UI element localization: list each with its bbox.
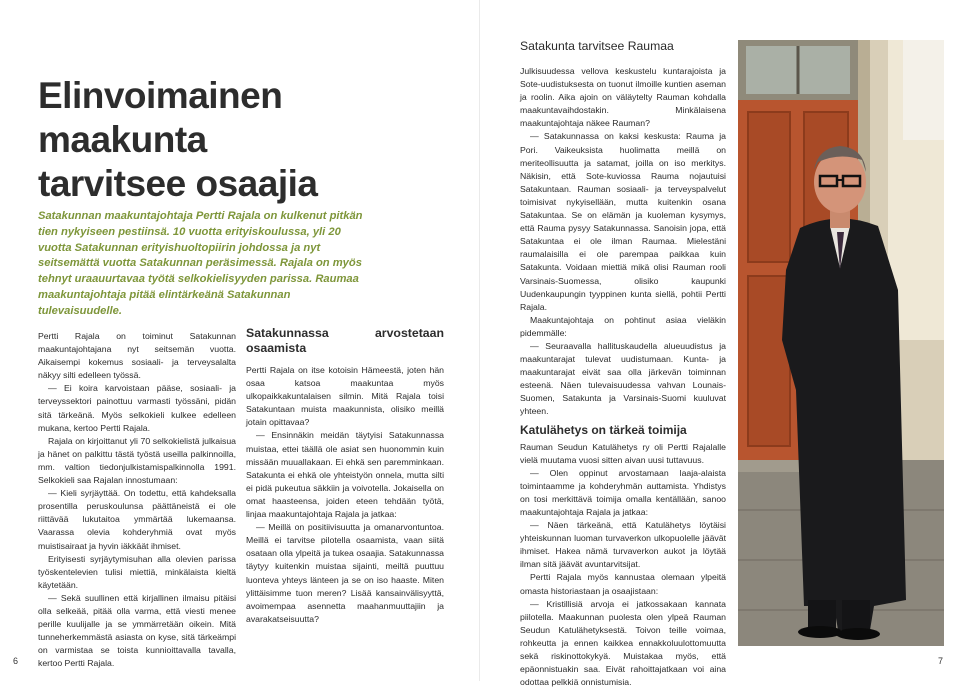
paragraph: — Meillä on positiivisuutta ja omanarvontuntoa. Meillä ei tarvitse pilotella osaamista, vaan siitä osataan olla ylpeitä ja tukea osaajia. Satakunnassa täytyy kuitenkin muistaa sijainti, meiltä puuttuu luonteva yhteys länteen ja se on iso haaste. Miten ylittäisimme tuon meren? Lisää kansainvälisyyttä, avoimempaa asennetta maahanmuuttajiin ja avarakatseisuutta? xyxy=(246,522,444,624)
text-column-2 xyxy=(246,326,444,626)
paragraph: — Näen tärkeänä, että Katulähetys löytäisi yhteiskunnan luoman turvaverkon ulkopuolelle jäävät ihmiset. Hakea nämä turvaverkon aukot ja löytää ilman sitä jäävät avuntarvitsijat. xyxy=(520,520,726,570)
paragraph: Maakuntajohtaja on pohtinut asiaa vieläkin pidemmälle: xyxy=(520,314,726,338)
paragraph: — Seuraavalla hallituskaudella alueuudistus ja maakuntarajat tulevat uudistumaan. Kunta- ja maakuntarajat eivät saa olla järkevän toiminnan esteenä. Näen tulevaisuudessa vahvan Lounais-Suomen, Satakunta ja Varsinais-Suomi kuuluvat yhteen. xyxy=(520,340,726,417)
paragraph: Erityisesti syrjäytymisuhan alla olevien parissa työskentelevien tulisi miettiä, minkälaista kieltä käytetään. xyxy=(38,553,236,590)
paragraph: — Olen oppinut arvostamaan laaja-alaista toimintaamme ja kohderyhmän auttamista. Yhdistys on tosi merkittävä toimija omalla kentällään, sanoo maakuntajohtaja Rajala ja jatkaa: xyxy=(520,467,726,517)
headline-line-2: maakunta xyxy=(38,119,207,160)
page-number: 6 xyxy=(13,656,19,666)
paragraph: Pertti Rajala on itse kotoisin Hämeestä, joten hän osaa katsoa maakuntaa myös ulkopaikkakuntalaisen silmin. Mitä Rajala toisi Satakuntaan muista maakunnista, olisiko meillä jotain opittavaa? xyxy=(246,365,444,428)
headline-line-1: Elinvoimainen xyxy=(38,75,283,116)
section-kicker: Satakunta tarvitsee Raumaa xyxy=(520,39,674,53)
article-lead: Satakunnan maakuntajohtaja Pertti Rajala on kulkenut pitkän tien nykyiseen pestiinsä. 10 vuotta erityiskoulussa, yli 20 vuotta Satakunnan erityishuoltopiirin johdossa ja nyt seitsemättä vuotta Satakunnan peräsimessä. Rajala on myös tehnyt uraauurtavaa työtä selkokielisyyden parissa. Raumaa maakuntajohtaja pitää elintärkeänä Satakunnan tulevaisuudelle. xyxy=(38,210,363,317)
page-number: 7 xyxy=(938,656,944,666)
paragraph: Pertti Rajala myös kannustaa olemaan ylpeitä omasta historiastaan ja osaajistaan: xyxy=(520,572,726,596)
section-heading: Katulähetys on tärkeä toimija xyxy=(520,422,687,437)
paragraph: — Ensinnäkin meidän täytyisi Satakunnassa muistaa, ettei täällä ole asiat sen huonommin kuin missään muuallakaan. Ei ehkä sen paremminkaan. Satakunta ei ehkä ole yhteistyön onnela, mutta silti ei pidä pukeutua säkkiin ja voivotella. Jokaisella on omat haasteensa, joiden eteen tehdään työtä, linjaa maakuntajohtaja Rajala ja jatkaa: xyxy=(246,430,444,520)
text-column-1 xyxy=(38,330,236,670)
paragraph: — Ei koira karvoistaan pääse, sosiaali- ja terveyssektori painottuu varmasti työssäni, pidän sitä tärkeänä. Myös selkokieli kulkee edelleen mukana, kertoo Pertti Rajala. xyxy=(38,383,236,433)
left-page xyxy=(0,0,480,681)
article-headline xyxy=(38,74,458,206)
paragraph: Rauman Seudun Katulähetys ry oli Pertti Rajalalle vielä muutama vuosi sitten aivan uusi tuttavuus. xyxy=(520,441,726,465)
paragraph: — Kieli syrjäyttää. On todettu, että kahdeksalla prosentilla peruskoulunsa päättäneistä ei ole riittävää lukutaitoa ymmärtää lukemaansa. Vaarassa olevia kohderyhmiä ovat myös muistisairaat ja hyvin iäkkäät ihmiset. xyxy=(38,488,236,551)
paragraph: — Kristillisiä arvoja ei jatkossakaan kannata piilotella. Maakunnan puolesta olen ylpeä Rauman Seudun Katulähetyksestä. Toivon teille voimaa, rohkeutta ja ennen kaikkea ennakkoluulottomuutta sekä riskinottokykyä. Muistakaa myös, että epäonnistuakin saa. Eivät rahoittajatkaan voi aina odottaa pelkkiä onnistumisia. xyxy=(520,598,726,688)
paragraph: — Satakunnassa on kaksi keskusta: Rauma ja Pori. Vaikeuksista huolimatta meillä on meriteollisuutta ja satamat, joilla on iso merkitys. Näkisin, että Sote-kuviossa Rauma nojautuisi Satakuntaan. Rauman sosiaali- ja terveyspalvelut toimisivat nykyisellään, mutta kuitenkin osana Satakuntaa. Se on elämän ja kuoleman kysymys, että Rauma pysyy Satakunnassa. Sanoisin jopa, että Satakuntaa ei ole ilman Raumaa. Mielestäni raumalaisilla ei ole parempaa paikkaa kuin Satakunta. Voidaan miettiä mikä olisi Rauman rooli Varsinais-Suomessa, olisiko kaupunki Uudenkaupungin tyyppinen kunta siellä, pohtii Pertti Rajala. xyxy=(520,131,726,312)
paragraph: — Sekä suullinen että kirjallinen ilmaisu pitäisi olla selkeää, pitää olla varma, että viesti menee perille kuulijalle ja se ymmärretään oikein. Mitä tunneherkemmästä asiasta on kyse, sitä tärkeämpi on varmistaa se toista kunnioittavalla tavalla, kertoo Pertti Rajala. xyxy=(38,592,236,669)
section-heading: Satakunnassa arvostetaan osaamista xyxy=(246,326,444,355)
paragraph: Rajala on kirjoittanut yli 70 selkokielistä julkaisua ja hänet on palkittu tästä työstä useilla palkinnoilla, mm. valtion tiedonjulkistamispalkinnolla 1991. Selkokieli saa Rajalan innostumaan: xyxy=(38,435,236,486)
text-column-3 xyxy=(520,65,726,689)
paragraph: Julkisuudessa vellova keskustelu kuntarajoista ja Sote-uudistuksesta on tuonut ilmoille kuntien aseman ja roolin. Aika ajoin on väläytelty Rauman kohdalla maakuntavaihdostakin. Minkälaisena maakuntajohtaja näkee Rauman? xyxy=(520,66,726,129)
portrait-illustration xyxy=(738,40,944,646)
portrait-photo xyxy=(738,40,944,646)
paragraph: Pertti Rajala on toiminut Satakunnan maakuntajohtajana nyt seitsemän vuotta. Aikaisempi kokemus sosiaali- ja terveysalalta näkyy silti edelleen työssä. xyxy=(38,331,236,381)
headline-line-3: tarvitsee osaajia xyxy=(38,163,318,204)
